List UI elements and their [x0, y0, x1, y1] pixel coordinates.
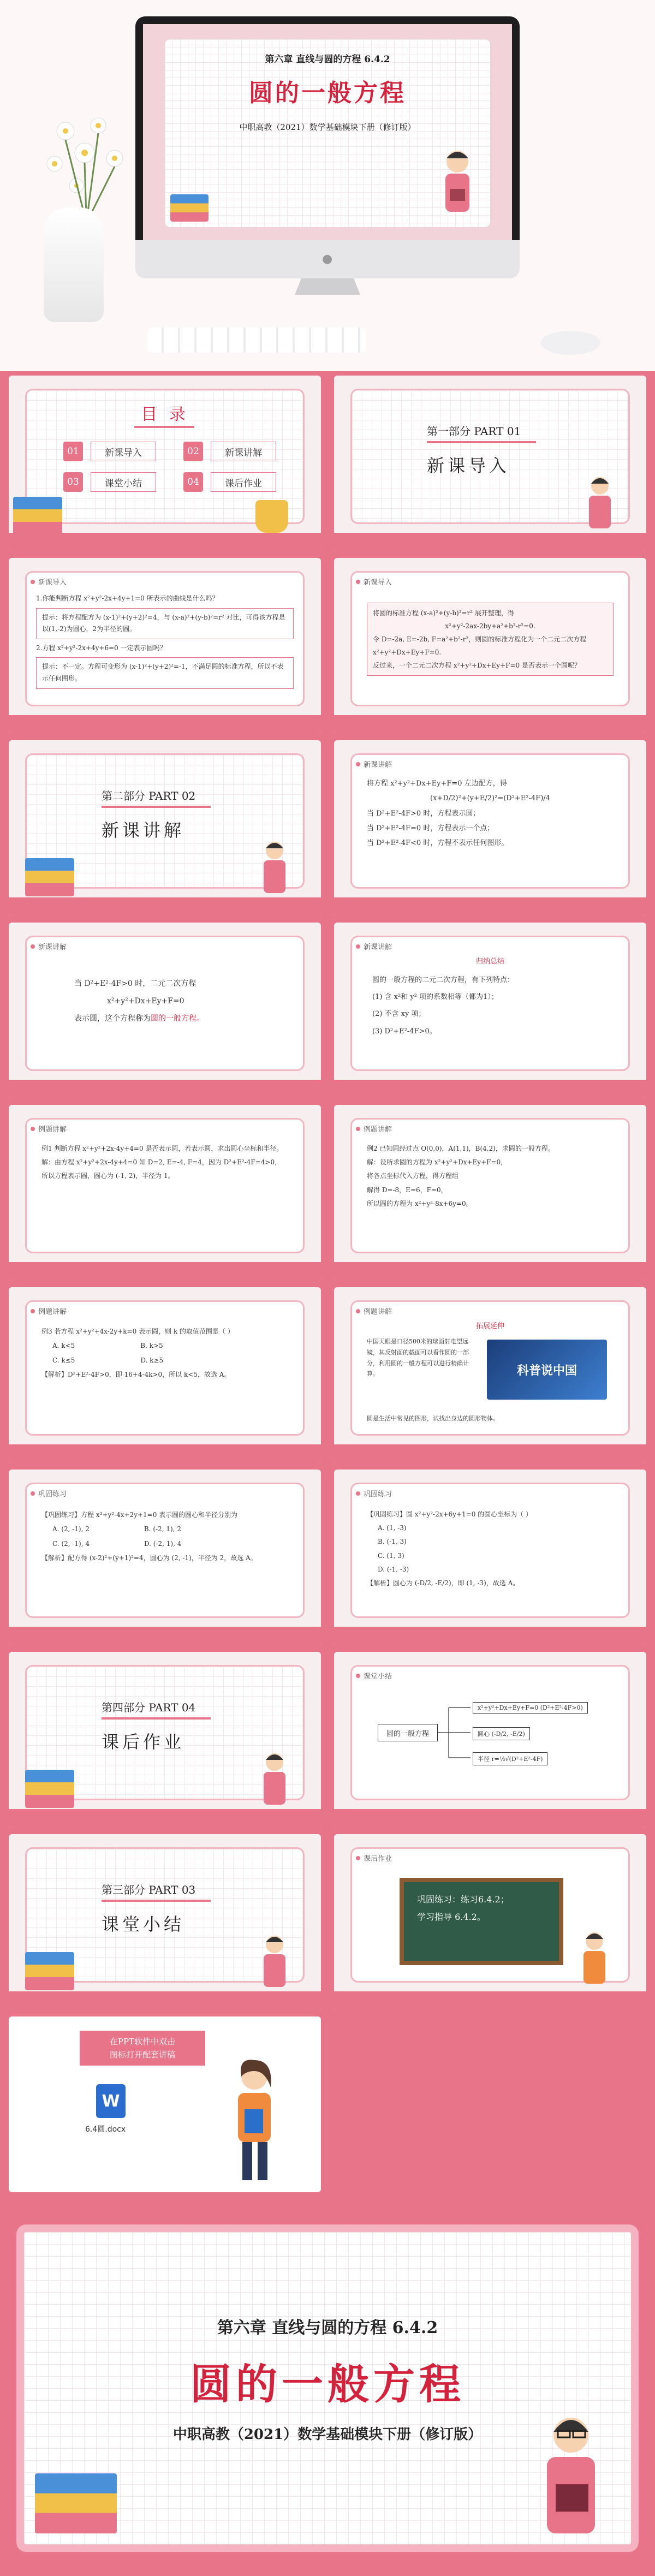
- slide-lecture-b: [9, 923, 321, 1098]
- lecture-c-title: 归纳总结: [475, 957, 504, 966]
- intro-b-line1: 将圆的标准方程 (x-a)²+(y-b)²=r² 展开整理，得: [373, 609, 514, 617]
- homework-line2: 学习指导 6.4.2。: [417, 1912, 486, 1922]
- lecture-b-line2: x²+y²+Dx+Ey+F=0: [107, 997, 184, 1006]
- slide-part3: [9, 1834, 321, 2010]
- slide-lecture-a: [334, 740, 646, 916]
- slide-part1: [334, 376, 646, 551]
- vase: [44, 207, 104, 322]
- books-decoration: [170, 194, 209, 222]
- example-a-line1: 例1 判断方程 x²+y²+2x-4y+4=0 是否表示圆，若表示圆，求出圆心坐标和半径。: [41, 1145, 283, 1152]
- slide-intro-b: [334, 558, 646, 734]
- example-c-line1: 例3 若方程 x²+y²+4x-2y+k=0 表示圆，则 k 的取值范围是（ ）: [41, 1328, 234, 1335]
- hero-subtitle: 中职高教（2021）数学基础模块下册（修订版）: [239, 122, 416, 132]
- example-b-line2: 解：设所求圆的方程为 x²+y²+Dx+Ey+F=0，: [367, 1158, 508, 1167]
- books-decoration: [25, 858, 74, 896]
- section-tag: 例题讲解: [356, 1123, 392, 1134]
- summary-branch-1: x²+y²+Dx+Ey+F=0 (D²+E²-4F>0): [473, 1702, 588, 1714]
- practice-a-analysis: 【解析】配方得 (x-2)²+(y+1)²=4，圆心为 (2, -1)，半径为 2，故选 A。: [41, 1554, 257, 1562]
- part3-title: 课堂小结: [102, 1914, 185, 1935]
- lecture-c-line2: (1) 含 x²和 y² 项的系数相等（都为1）；: [372, 993, 498, 1002]
- lecture-a-line4: 当 D²+E²-4F=0 时，方程表示一个点；: [367, 824, 495, 832]
- option-c: C. k≤5: [52, 1356, 75, 1364]
- books-decoration: [25, 1952, 74, 1990]
- example-b-line5: 所以圆的方程为 x²+y²-8x+6y=0。: [367, 1199, 473, 1207]
- intro-b-line3: 令 D=-2a, E=-2b, F=a²+b²-r²，则圆的标准方程化为一个二元二次方程 x²+y²+Dx+Ey+F=0.: [373, 635, 587, 656]
- apple-icon: ●: [322, 252, 333, 266]
- teacher-illustration: [255, 1749, 294, 1809]
- hero-chapter: 第六章 直线与圆的方程 6.4.2: [265, 54, 390, 65]
- section-tag: 例题讲解: [31, 1306, 67, 1316]
- books-decoration: [35, 2473, 117, 2533]
- books-decoration: [25, 1770, 74, 1808]
- teacher-illustration: [255, 1931, 294, 1991]
- intro-b-line2: x²+y²-2ax-2by+a²+b²-r²=0.: [445, 622, 535, 630]
- practice-b-analysis: 【解析】圆心为 (-D/2, -E/2)，即 (1, -3)，故选 A。: [367, 1579, 520, 1587]
- section-tag: 新课讲解: [356, 759, 392, 769]
- summary-branch-3: 半径 r=½√(D²+E²-4F): [473, 1752, 547, 1765]
- keyboard: [147, 328, 366, 353]
- final-cover: [0, 2203, 655, 2576]
- example-d-line2: 圆是生活中常见的图形，试找出身边的圆形物体。: [367, 1415, 499, 1422]
- slide-toc: [9, 376, 321, 551]
- part1-number: 第一部分 PART 01: [427, 425, 521, 438]
- teacher-illustration: [575, 1928, 614, 1988]
- lecture-b-line1: 当 D²+E²-4F>0 时，二元二次方程: [74, 979, 196, 988]
- mouse: [540, 331, 600, 355]
- teacher-illustration: [436, 145, 479, 222]
- final-title: 圆的一般方程: [190, 2360, 465, 2408]
- slide-practice-b: [334, 1470, 646, 1645]
- toc-title: 目 录: [141, 405, 189, 424]
- imac-monitor: [135, 16, 520, 295]
- summary-brackets: [438, 1700, 471, 1765]
- slide-example-b: [334, 1105, 646, 1281]
- teacher-illustration: [527, 2408, 615, 2539]
- slide-example-c: [9, 1287, 321, 1463]
- part1-title: 新课导入: [427, 455, 510, 476]
- hero-title: 圆的一般方程: [249, 79, 406, 107]
- intro-a-line1: 1.你能判断方程 x²+y²-2x+4y+1=0 所表示的曲线是什么吗？: [36, 594, 219, 602]
- part2-number: 第二部分 PART 02: [102, 789, 196, 802]
- option-a: A. (1, -3): [378, 1524, 407, 1532]
- slide-intro-a: [9, 558, 321, 734]
- slide-part4: [9, 1652, 321, 1828]
- option-b: B. (-2, 1), 2: [144, 1525, 181, 1533]
- word-document-icon[interactable]: W: [96, 2084, 126, 2118]
- option-a: A. (2, -1), 2: [52, 1525, 90, 1533]
- slide-part2: [9, 740, 321, 916]
- slide-word-note: [9, 2016, 321, 2192]
- option-d: D. k≥5: [140, 1356, 164, 1364]
- chalkboard: [400, 1878, 563, 1965]
- homework-line1: 巩固练习：练习6.4.2；: [417, 1894, 509, 1905]
- section-tag: 新课讲解: [356, 941, 392, 951]
- toc-item-3[interactable]: 03 课堂小结: [63, 472, 156, 492]
- pencil-cup-decoration: [255, 500, 288, 533]
- slide-example-a: [9, 1105, 321, 1281]
- example-d-line1: 中国天眼是口径500米的球面射电望远镜，其反射面的截面可以看作圆的一部分，利用圆的一般方程可以进行精确计算。: [367, 1338, 469, 1378]
- option-c: C. (2, -1), 4: [52, 1539, 90, 1548]
- lecture-c-line3: (2) 不含 xy 项；: [372, 1010, 426, 1019]
- part2-title: 新课讲解: [102, 820, 185, 841]
- option-b: B. (-1, 3): [378, 1538, 407, 1546]
- final-subtitle: 中职高教（2021）数学基础模块下册（修订版）: [172, 2426, 483, 2443]
- option-b: B. k>5: [140, 1342, 163, 1350]
- toc-item-2[interactable]: 02 新课讲解: [183, 441, 276, 462]
- example-d-title: 拓展延伸: [475, 1322, 504, 1330]
- lecture-a-line2: (x+D/2)²+(y+E/2)²=(D²+E²-4F)/4: [430, 794, 550, 803]
- lecture-a-line5: 当 D²+E²-4F<0 时，方程不表示任何图形。: [367, 839, 509, 848]
- example-b-line4: 解得 D=-8，E=6，F=0，: [367, 1186, 448, 1194]
- slide-example-d: [334, 1287, 646, 1463]
- intro-a-line3: 2.方程 x²+y²-2x+4y+6=0 一定表示圆吗？: [36, 644, 166, 652]
- section-tag: 新课讲解: [31, 941, 67, 951]
- hero-mockup: [0, 0, 655, 371]
- books-decoration: [13, 497, 62, 535]
- lecture-b-line3: 表示圆，这个方程称为圆的一般方程。: [74, 1014, 204, 1024]
- example-a-line3: 所以方程表示圆，圆心为 (-1, 2)，半径为 1。: [41, 1172, 175, 1180]
- lecture-a-line1: 将方程 x²+y²+Dx+Ey+F=0 左边配方，得: [367, 780, 507, 788]
- intro-a-hint2: 提示：不一定。方程可变形为 (x-1)²+(y+2)²=-1，不满足圆的标准方程，所以不表示任何图形。: [36, 657, 294, 688]
- section-tag: 巩固练习: [356, 1488, 392, 1498]
- lecture-c-line1: 圆的一般方程的二元二次方程，有下列特点：: [372, 976, 515, 984]
- lecture-c-line4: (3) D²+E²-4F>0。: [372, 1027, 437, 1036]
- part4-title: 课后作业: [102, 1732, 185, 1752]
- section-tag: 例题讲解: [31, 1123, 67, 1134]
- woman-illustration: [216, 2055, 293, 2186]
- flower-decoration: [33, 109, 142, 218]
- option-d: D. (-2, 1), 4: [144, 1539, 182, 1548]
- toc-item-4[interactable]: 04 课后作业: [183, 472, 276, 492]
- slide-lecture-c: [334, 923, 646, 1098]
- section-tag: 新课导入: [356, 576, 392, 587]
- example-b-line1: 例2 已知圆经过点 O(0,0)，A(1,1)，B(4,2)，求圆的一般方程。: [367, 1145, 555, 1152]
- section-tag: 巩固练习: [31, 1488, 67, 1498]
- lecture-a-line3: 当 D²+E²-4F>0 时，方程表示圆；: [367, 809, 480, 818]
- section-tag: 新课导入: [31, 576, 67, 587]
- final-chapter: 第六章 直线与圆的方程 6.4.2: [217, 2318, 438, 2337]
- example-b-line3: 将各点坐标代入方程，得方程组: [367, 1172, 459, 1180]
- teacher-illustration: [581, 473, 619, 533]
- practice-a-line1: 【巩固练习】方程 x²+y²-4x+2y+1=0 表示圆的圆心和半径分别为: [41, 1511, 238, 1519]
- summary-center-box: 圆的一般方程: [378, 1724, 438, 1741]
- intro-b-line4: 反过来，一个二元二次方程 x²+y²+Dx+Ey+F=0 是否表示一个圆呢？: [373, 662, 581, 669]
- teacher-illustration: [255, 837, 294, 897]
- kepu-banner: 科普说中国: [487, 1340, 607, 1400]
- toc-item-1[interactable]: 01 新课导入: [63, 441, 156, 462]
- slide-homework: [334, 1834, 646, 2010]
- section-tag: 课堂小结: [356, 1670, 392, 1681]
- part4-number: 第四部分 PART 04: [102, 1701, 196, 1714]
- slide-summary: [334, 1652, 646, 1828]
- example-c-analysis: 【解析】D²+E²-4F>0，即 16+4-4k>0，所以 k<5，故选 A。: [41, 1371, 231, 1379]
- section-tag: 课后作业: [356, 1853, 392, 1863]
- option-d: D. (-1, -3): [378, 1565, 409, 1573]
- slide-practice-a: [9, 1470, 321, 1645]
- practice-b-line1: 【巩固练习】圆 x²+y²-2x+6y+1=0 的圆心坐标为（ ）: [367, 1510, 532, 1518]
- intro-a-hint1: 提示：将方程配方为 (x-1)²+(y+2)²=4，与 (x-a)²+(y-b)²=r² 对比，可得该方程是以(1,-2)为圆心，2为半径的圆。: [36, 608, 294, 639]
- option-a: A. k<5: [52, 1342, 75, 1350]
- word-note-banner: 在PPT软件中双击 图标打开配套讲稿: [80, 2031, 205, 2066]
- part3-number: 第三部分 PART 03: [102, 1883, 196, 1896]
- word-file-name[interactable]: 6.4圆.docx: [85, 2125, 126, 2134]
- option-c: C. (1, 3): [378, 1551, 404, 1560]
- example-a-line2: 解：由方程 x²+y²+2x-4y+4=0 知 D=2, E=-4, F=4，因为 D²+E²-4F=4>0，: [41, 1158, 282, 1167]
- summary-branch-2: 圆心 (-D/2, -E/2): [473, 1727, 530, 1740]
- section-tag: 例题讲解: [356, 1306, 392, 1316]
